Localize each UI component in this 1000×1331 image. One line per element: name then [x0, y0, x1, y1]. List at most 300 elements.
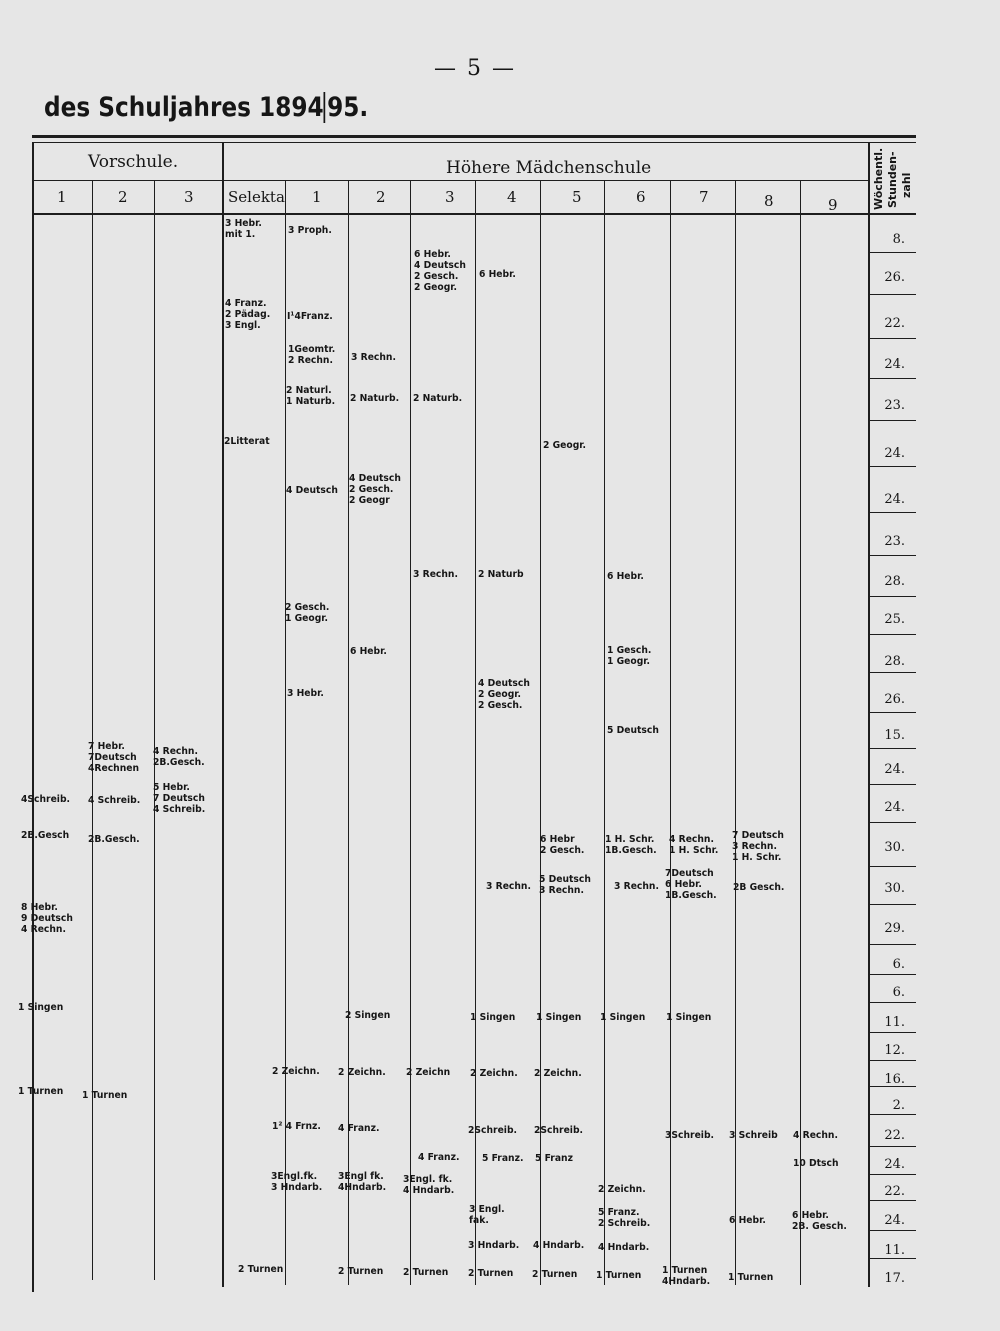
col-head-v3: 3 [184, 188, 194, 206]
weekly-hours-value: 26. [884, 270, 905, 285]
row-rule [870, 822, 916, 823]
row-rule [870, 672, 916, 673]
cell-line: 1 Geogr. [607, 656, 651, 667]
cell-line: 1 Turnen [18, 1086, 64, 1097]
cell-line: 1 Naturb. [286, 396, 336, 407]
schedule-cell [732, 830, 784, 863]
schedule-cell [486, 881, 531, 892]
cell-line: 8 Hebr. [21, 902, 58, 913]
weekly-hours-value: 23. [884, 534, 905, 549]
col-head-h8: 8 [764, 192, 774, 210]
schedule-cell [414, 249, 466, 293]
col-rule-11 [735, 180, 736, 1285]
schedule-cell [350, 646, 387, 657]
cell-line: fak. [469, 1215, 489, 1226]
cell-line: 1 Singen [536, 1012, 582, 1023]
weekly-hours-value: 22. [884, 316, 905, 331]
cell-line: 2 Turnen [468, 1268, 514, 1279]
col-head-h1: 1 [312, 188, 322, 206]
cell-line: 3 Rechn. [413, 569, 458, 580]
weekly-hours-value: 30. [884, 881, 905, 896]
col-rule-1 [92, 180, 93, 1280]
schedule-cell [288, 225, 332, 236]
schedule-cell [535, 1153, 573, 1164]
schedule-cell [600, 1012, 645, 1023]
schedule-cell [793, 1158, 839, 1169]
weekly-hours-value: 24. [884, 762, 905, 777]
cell-line: 5 Franz [535, 1153, 573, 1164]
schedule-cell [533, 1240, 584, 1251]
schedule-cell [349, 473, 401, 506]
cell-line: 3 Hndarb. [271, 1182, 323, 1193]
schedule-cell [88, 741, 139, 774]
schedule-cell [470, 1012, 515, 1023]
schedule-cell [468, 1268, 513, 1279]
schedule-cell [403, 1267, 448, 1278]
schedule-cell [287, 311, 333, 322]
cell-line: 2 Geogr. [478, 689, 522, 700]
weekly-hours-line2: Stunden- [886, 151, 899, 208]
cell-line: 2 Gesch. [540, 845, 585, 856]
cell-line: 6 Hebr. [607, 571, 644, 582]
row-rule [870, 1174, 916, 1175]
schedule-cell [18, 1002, 63, 1013]
schedule-cell [469, 1204, 505, 1226]
schedule-cell [733, 882, 784, 893]
schedule-cell [338, 1171, 386, 1193]
schedule-cell [665, 868, 717, 901]
cell-line: 2 Naturb. [350, 393, 400, 404]
subheader-rule [222, 180, 870, 181]
schedule-cell [662, 1265, 710, 1287]
cell-line: 3 Hebr. [225, 218, 262, 229]
cell-line: 2 Gesch. [414, 271, 459, 282]
cell-line: 2 Zeichn. [338, 1067, 386, 1078]
cell-line: 2 Naturb [478, 569, 524, 580]
cell-line: 7Deutsch [665, 868, 714, 879]
weekly-hours-line1: Wöchentl. [872, 147, 885, 210]
schedule-cell [539, 874, 591, 896]
row-rule [870, 466, 916, 467]
cell-line: 2Litterat [224, 436, 270, 447]
schedule-cell [468, 1240, 519, 1251]
schedule-cell [598, 1242, 649, 1253]
cell-line: 1 Turnen [662, 1265, 708, 1276]
weekly-hours-line3: zahl [900, 172, 913, 198]
col-rule-9 [604, 180, 605, 1285]
cell-line: 2 Naturb. [413, 393, 463, 404]
row-rule [870, 784, 916, 785]
cell-line: 3 Rechn. [539, 885, 584, 896]
cell-line: 6 Hebr [540, 834, 575, 845]
schedule-cell [272, 1121, 321, 1132]
schedule-cell [468, 1125, 517, 1136]
cell-line: 3 Rechn. [614, 881, 659, 892]
col-rule-5 [348, 180, 349, 1285]
cell-line: 1 Geogr. [285, 613, 329, 624]
schedule-cell [540, 834, 584, 856]
cell-line: 6 Hebr. [479, 269, 516, 280]
col-head-h5: 5 [572, 188, 582, 206]
schedule-cell [418, 1152, 459, 1163]
cell-line: 2 Geogr [349, 495, 390, 506]
schedule-cell [286, 385, 335, 407]
title-prefix: des Schuljahres 1894 [44, 92, 324, 123]
schedule-cell [351, 352, 396, 363]
weekly-hours-value: 6. [892, 985, 905, 1000]
cell-line: 4 Rechn. [153, 746, 198, 757]
cell-line: 2 Gesch. [349, 484, 394, 495]
cell-line: 7Deutsch [88, 752, 137, 763]
cell-line: 1 H. Schr. [605, 834, 655, 845]
cell-line: 2 Zeichn. [272, 1066, 320, 1077]
cell-line: 4 Hndarb. [403, 1185, 455, 1196]
row-rule [870, 420, 916, 421]
weekly-hours-value: 24. [884, 357, 905, 372]
cell-line: 4 Rechn. [669, 834, 714, 845]
cell-line: 1 Singen [470, 1012, 516, 1023]
schedule-cell [536, 1012, 581, 1023]
weekly-hours-value: 23. [884, 398, 905, 413]
schedule-cell [338, 1123, 379, 1134]
col-head-v2: 2 [118, 188, 128, 206]
cell-line: 4 Schreib. [153, 804, 206, 815]
weekly-hours-value: 12. [884, 1043, 905, 1058]
vorschule-header: Vorschule. [88, 152, 179, 172]
weekly-hours-value: 30. [884, 840, 905, 855]
cell-line: 4 Schreib. [88, 795, 141, 806]
cell-line: 2 Gesch. [285, 602, 330, 613]
schedule-cell [88, 834, 140, 845]
row-rule [870, 634, 916, 635]
cell-line: 4 Franz. [225, 298, 267, 309]
col-head-h2: 2 [376, 188, 386, 206]
top-rule-thick [32, 135, 916, 138]
cell-line: 1B.Gesch. [605, 845, 657, 856]
row-rule [870, 512, 916, 513]
schedule-cell [338, 1067, 386, 1078]
cell-line: 7 Hebr. [88, 741, 125, 752]
schedule-cell [598, 1207, 650, 1229]
cell-line: 1 Turnen [82, 1090, 128, 1101]
row-rule [870, 555, 916, 556]
cell-line: 2 Zeichn. [534, 1068, 582, 1079]
schedule-cell [607, 571, 644, 582]
cell-line: 2B.Gesch. [88, 834, 140, 845]
cell-line: 5 Franz. [598, 1207, 640, 1218]
cell-line: 3 Engl. [469, 1204, 505, 1215]
weekly-hours-value: 11. [884, 1243, 905, 1258]
cell-line: 5 Deutsch [607, 725, 659, 736]
cell-line: 4Hndarb. [662, 1276, 711, 1287]
schedule-cell [478, 569, 524, 580]
schedule-cell [543, 440, 586, 451]
cell-line: 6 Hebr. [414, 249, 451, 260]
cell-line: 3 Rechn. [732, 841, 777, 852]
cell-line: mit 1. [225, 229, 256, 240]
title-year-second: 95. [324, 92, 369, 123]
col-rule-0 [32, 142, 34, 1292]
cell-line: 3Engl fk. [338, 1171, 384, 1182]
row-rule [870, 1002, 916, 1003]
schedule-cell [272, 1066, 320, 1077]
schedule-cell [21, 830, 69, 841]
schedule-cell [596, 1270, 641, 1281]
schedule-cell [614, 881, 659, 892]
cell-line: 2B.Gesch [21, 830, 70, 841]
cell-line: 1 Turnen [596, 1270, 642, 1281]
cell-line: 3 Hndarb. [468, 1240, 520, 1251]
cell-line: 1 Gesch. [607, 645, 652, 656]
cell-line: 1 H. Schr. [669, 845, 719, 856]
schedule-cell [478, 678, 530, 711]
cell-line: 2 Zeichn. [470, 1068, 518, 1079]
cell-line: 1 Singen [666, 1012, 712, 1023]
schedule-cell [479, 269, 516, 280]
schedule-cell [82, 1090, 127, 1101]
cell-line: 5 Hebr. [153, 782, 190, 793]
schedule-cell [345, 1010, 390, 1021]
schedule-cell [406, 1067, 450, 1078]
cell-line: 3 Engl. [225, 320, 261, 331]
schedule-cell [728, 1272, 773, 1283]
schedule-cell [669, 834, 718, 856]
row-rule [870, 712, 916, 713]
col-head-h9: 9 [828, 196, 838, 214]
schedule-cell [413, 393, 462, 404]
schedule-cell [88, 795, 140, 806]
weekly-hours-value: 24. [884, 1157, 905, 1172]
schedule-cell [18, 1086, 63, 1097]
row-rule [870, 866, 916, 867]
schedule-cell [224, 436, 270, 447]
col-head-h4: 4 [507, 188, 517, 206]
cell-line: 3 Rechn. [486, 881, 531, 892]
cell-line: 2 Turnen [532, 1269, 578, 1280]
col-rule-8 [540, 180, 541, 1285]
cell-line: 2 Turnen [238, 1264, 284, 1275]
row-rule [870, 252, 916, 253]
cell-line: I¹4Franz. [287, 311, 333, 322]
row-rule [870, 596, 916, 597]
cell-line: 2 Turnen [338, 1266, 384, 1277]
cell-line: 6 Hebr. [665, 879, 702, 890]
schedule-cell [225, 218, 262, 240]
weekly-hours-value: 24. [884, 492, 905, 507]
cell-line: 1 Singen [18, 1002, 64, 1013]
schedule-cell [153, 746, 205, 768]
cell-line: 4 Franz. [338, 1123, 380, 1134]
col-rule-6 [410, 180, 411, 1285]
schedule-cell [665, 1130, 714, 1141]
col-head-h3: 3 [445, 188, 455, 206]
weekly-hours-value: 15. [884, 728, 905, 743]
cell-line: 2 Schreib. [598, 1218, 651, 1229]
cell-line: 3 Schreib [729, 1130, 778, 1141]
weekly-hours-value: 24. [884, 800, 905, 815]
cell-line: 7 Deutsch [732, 830, 784, 841]
cell-line: 2Schreib. [534, 1125, 584, 1136]
schedule-cell [605, 834, 657, 856]
row-rule [870, 1114, 916, 1115]
col-rule-12 [800, 180, 801, 1285]
schedule-cell [729, 1215, 766, 1226]
cell-line: 1² 4 Frnz. [272, 1121, 321, 1132]
cell-line: 1B.Gesch. [665, 890, 717, 901]
weekly-hours-value: 22. [884, 1128, 905, 1143]
schedule-cell [792, 1210, 847, 1232]
schedule-cell [534, 1125, 583, 1136]
row-rule [870, 974, 916, 975]
cell-line: 3 Hebr. [287, 688, 324, 699]
schedule-cell [286, 485, 338, 496]
cell-line: 1 Singen [600, 1012, 646, 1023]
weekly-hours-value: 29. [884, 921, 905, 936]
cell-line: 2 Gesch. [478, 700, 523, 711]
col-rule-13 [868, 142, 870, 1287]
cell-line: 4 Deutsch [414, 260, 466, 271]
row-rule [870, 378, 916, 379]
schedule-cell [598, 1184, 646, 1195]
header-rule [32, 213, 916, 215]
schedule-cell [470, 1068, 518, 1079]
cell-line: 4Hndarb. [338, 1182, 387, 1193]
schedule-cell [288, 344, 335, 366]
col-head-selekta: Selekta [228, 188, 285, 206]
vorschule-rule [32, 180, 222, 181]
cell-line: 2B Gesch. [733, 882, 785, 893]
col-head-h6: 6 [636, 188, 646, 206]
row-rule [870, 1258, 916, 1259]
cell-line: 1 H. Schr. [732, 852, 782, 863]
schedule-cell [482, 1153, 523, 1164]
cell-line: 2 Turnen [403, 1267, 449, 1278]
weekly-hours-value: 24. [884, 446, 905, 461]
col-rule-10 [670, 180, 671, 1285]
cell-line: 4 Hndarb. [533, 1240, 585, 1251]
cell-line: 1 Turnen [728, 1272, 774, 1283]
cell-line: 2 Naturl. [286, 385, 332, 396]
schedule-cell [729, 1130, 778, 1141]
col-rule-3 [222, 142, 224, 1287]
row-rule [870, 294, 916, 295]
weekly-hours-value: 26. [884, 692, 905, 707]
weekly-hours-value: 11. [884, 1015, 905, 1030]
cell-line: 2B. Gesch. [792, 1221, 847, 1232]
weekly-hours-value: 24. [884, 1213, 905, 1228]
weekly-hours-value: 28. [884, 574, 905, 589]
weekly-hours-value: 22. [884, 1184, 905, 1199]
row-rule [870, 748, 916, 749]
schedule-cell [793, 1130, 838, 1141]
weekly-hours-value: 25. [884, 612, 905, 627]
schedule-cell [338, 1266, 383, 1277]
cell-line: 3 Rechn. [351, 352, 396, 363]
schedule-cell [225, 298, 270, 331]
schedule-cell [285, 602, 329, 624]
cell-line: 2 Geogr. [414, 282, 458, 293]
row-rule [870, 1032, 916, 1033]
schedule-cell [271, 1171, 322, 1193]
schedule-cell [607, 645, 651, 667]
col-rule-2 [154, 180, 155, 1280]
cell-line: 2 Zeichn [406, 1067, 451, 1078]
col-rule-4 [285, 180, 286, 1285]
weekly-hours-value: 6. [892, 957, 905, 972]
weekly-hours-value: 8. [892, 232, 905, 247]
weekly-hours-value: 2. [892, 1098, 905, 1113]
schedule-cell [403, 1174, 454, 1196]
cell-line: 3Schreib. [665, 1130, 715, 1141]
schedule-cell [350, 393, 399, 404]
cell-line: 10 Dtsch [793, 1158, 839, 1169]
cell-line: 6 Hebr. [729, 1215, 766, 1226]
weekly-hours-value: 16. [884, 1072, 905, 1087]
cell-line: 7 Deutsch [153, 793, 205, 804]
row-rule [870, 1230, 916, 1231]
hoehere-header: Höhere Mädchenschule [446, 158, 652, 178]
cell-line: 4 Deutsch [478, 678, 530, 689]
cell-line: 3Engl. fk. [403, 1174, 453, 1185]
schedule-cell [238, 1264, 283, 1275]
cell-line: 3 Proph. [288, 225, 332, 236]
cell-line: 4 Rechn. [21, 924, 66, 935]
cell-line: 2 Singen [345, 1010, 391, 1021]
col-head-v1: 1 [57, 188, 67, 206]
col-rule-7 [475, 180, 476, 1285]
cell-line: 4 Deutsch [286, 485, 338, 496]
row-rule [870, 1060, 916, 1061]
cell-line: 2 Zeichn. [598, 1184, 646, 1195]
schedule-cell [21, 902, 73, 935]
row-rule [870, 338, 916, 339]
cell-line: 4Schreib. [21, 794, 71, 805]
page-number: — 5 — [434, 56, 516, 81]
cell-line: 4 Franz. [418, 1152, 460, 1163]
cell-line: 9 Deutsch [21, 913, 73, 924]
cell-line: 3Engl.fk. [271, 1171, 318, 1182]
cell-line: 2B.Gesch. [153, 757, 205, 768]
cell-line: 2 Geogr. [543, 440, 587, 451]
cell-line: 4Rechnen [88, 763, 140, 774]
weekly-hours-value: 17. [884, 1271, 905, 1286]
cell-line: 6 Hebr. [792, 1210, 829, 1221]
row-rule [870, 1146, 916, 1147]
row-rule [870, 904, 916, 905]
row-rule [870, 1200, 916, 1201]
schedule-cell [532, 1269, 577, 1280]
cell-line: 4 Hndarb. [598, 1242, 650, 1253]
cell-line: 4 Rechn. [793, 1130, 838, 1141]
top-rule-thin [32, 142, 916, 143]
schedule-cell [607, 725, 659, 736]
cell-line: 6 Hebr. [350, 646, 387, 657]
schedule-cell [21, 794, 70, 805]
col-head-h7: 7 [699, 188, 709, 206]
cell-line: 5 Deutsch [539, 874, 591, 885]
cell-line: 1Geomtr. [288, 344, 336, 355]
cell-line: 2 Pädag. [225, 309, 271, 320]
cell-line: 5 Franz. [482, 1153, 524, 1164]
cell-line: 2 Rechn. [288, 355, 333, 366]
row-rule [870, 944, 916, 945]
schedule-cell [287, 688, 324, 699]
cell-line: 4 Deutsch [349, 473, 401, 484]
cell-line: 2Schreib. [468, 1125, 518, 1136]
schedule-cell [153, 782, 205, 815]
weekly-hours-value: 28. [884, 654, 905, 669]
schedule-cell [413, 569, 458, 580]
